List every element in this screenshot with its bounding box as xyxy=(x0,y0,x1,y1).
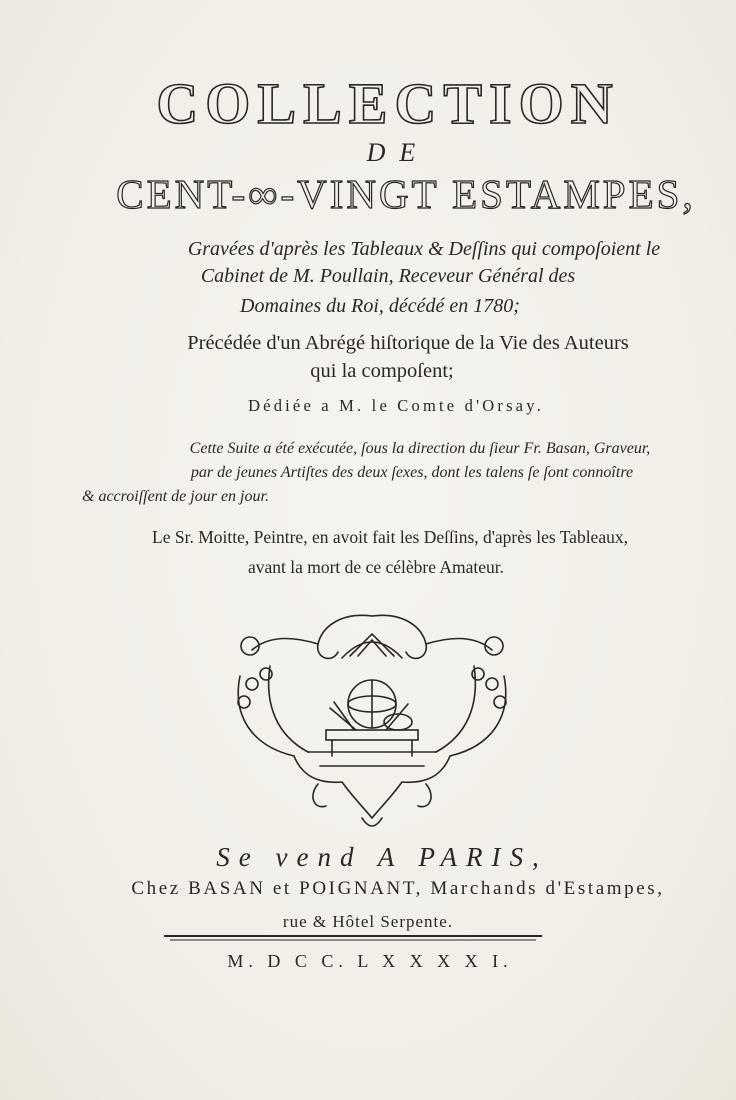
dedication: Dédiée a M. le Comte d'Orsay. xyxy=(248,396,544,415)
title-estampes: CENT-∞-VINGT ESTAMPES, xyxy=(116,171,696,217)
imprint-line-2: Chez BASAN et POIGNANT, Marchands d'Estampes, xyxy=(131,878,665,899)
ornamental-vignette-icon xyxy=(222,606,522,838)
preface-line-2: qui la compoſent; xyxy=(310,360,454,382)
imprint-line-3: rue & Hôtel Serpente. xyxy=(282,912,454,931)
moitte-line-1: Le Sr. Moitte, Peintre, en avoit fait les Deſſins, d'après les Tableaux, xyxy=(152,527,628,547)
note-line-2: par de jeunes Artiſtes des deux ſexes, dont les talens ſe ſont connoître xyxy=(190,464,634,481)
title-collection: COLLECTION xyxy=(156,71,620,136)
subtitle-line-3: Domaines du Roi, décédé en 1780; xyxy=(240,295,520,317)
subtitle-line-1: Gravées d'après les Tableaux & Deſſins qui compoſoient le xyxy=(187,238,661,260)
preface-line-1: Précédée d'un Abrégé hiſtorique de la Vie des Auteurs xyxy=(187,332,629,354)
subtitle-line-2: Cabinet de M. Poullain, Receveur Général des xyxy=(200,265,576,287)
moitte-line-2: avant la mort de ce célèbre Amateur. xyxy=(247,557,505,577)
divider-rule xyxy=(164,934,542,942)
note-line-1: Cette Suite a été exécutée, ſous la direction du ſieur Fr. Basan, Graveur, xyxy=(189,440,651,457)
note-line-3: & accroiſſent de jour en jour. xyxy=(82,488,269,505)
imprint-line-1: Se vend A PARIS, xyxy=(216,842,548,872)
publication-date: M. D C C. L X X X X I. xyxy=(227,951,513,971)
title-de: DE xyxy=(366,138,430,167)
